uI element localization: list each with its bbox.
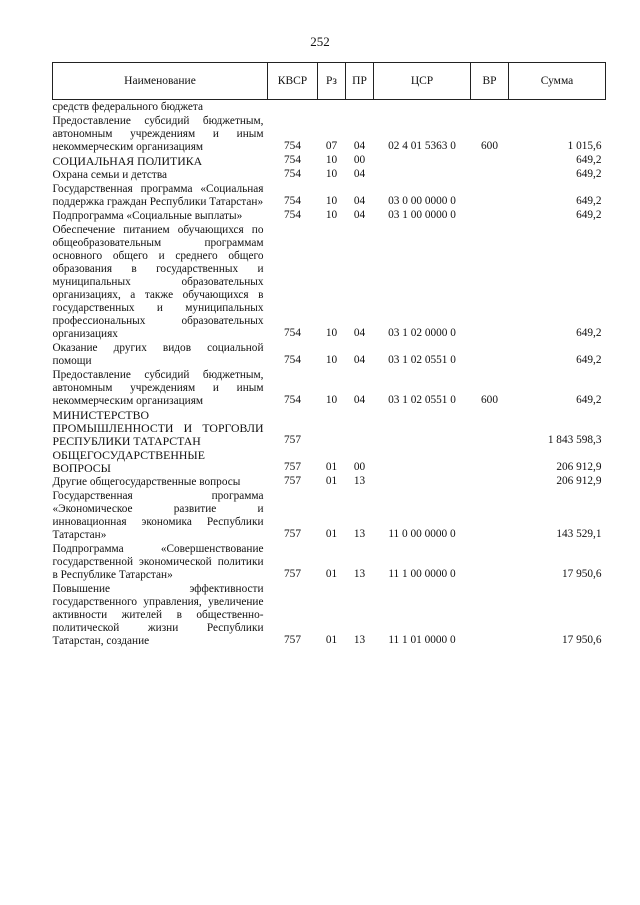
cell-csr <box>374 408 471 448</box>
cell-pr: 04 <box>353 140 366 152</box>
cell-pr: 13 <box>353 568 366 580</box>
cell-csr: 02 4 01 5363 0 <box>388 140 456 152</box>
cell-name: ОБЩЕГОСУДАРСТВЕННЫЕ ВОПРОСЫ <box>52 448 205 475</box>
cell-sum: 17 950,6 <box>561 634 602 646</box>
cell-csr: 03 1 00 0000 0 <box>388 209 456 221</box>
cell-rz: 07 <box>325 140 338 152</box>
table-row <box>53 542 606 582</box>
cell-rz: 10 <box>325 327 338 339</box>
cell-csr: 11 0 00 0000 0 <box>388 528 456 540</box>
table-row <box>53 475 606 489</box>
cell-pr <box>346 100 374 115</box>
budget-table <box>52 62 606 648</box>
cell-vr <box>471 182 509 209</box>
cell-name: Оказание других видов социальной помощи <box>52 342 264 367</box>
cell-kvsr: 757 <box>284 461 301 473</box>
cell-kvsr: 754 <box>284 327 301 339</box>
cell-csr: 11 1 00 0000 0 <box>388 568 456 580</box>
table-row <box>53 168 606 182</box>
cell-vr <box>471 475 509 489</box>
cell-vr <box>471 448 509 475</box>
table-row <box>53 182 606 209</box>
cell-vr <box>471 542 509 582</box>
cell-name: СОЦИАЛЬНАЯ ПОЛИТИКА <box>52 154 203 168</box>
header-sum: Сумма <box>509 63 606 100</box>
cell-name: МИНИСТЕРСТВО ПРОМЫШЛЕННОСТИ И ТОРГОВЛИ РЕСПУБЛИКИ ТАТАРСТАН <box>52 408 264 448</box>
cell-vr <box>471 154 509 168</box>
cell-rz: 10 <box>325 354 338 366</box>
table-row <box>53 408 606 448</box>
cell-rz: 01 <box>325 475 338 487</box>
cell-pr <box>346 408 374 448</box>
cell-csr <box>374 475 471 489</box>
header-csr: ЦСР <box>374 63 471 100</box>
header-vr: ВР <box>471 63 509 100</box>
cell-kvsr: 754 <box>284 394 301 406</box>
cell-name: Предоставление субсидий бюджетным, автономным учреждениям и иным некоммерческим организациям <box>52 115 264 153</box>
cell-sum: 206 912,9 <box>556 461 602 473</box>
cell-csr: 03 1 02 0551 0 <box>388 394 456 406</box>
table-row <box>53 489 606 542</box>
cell-pr: 00 <box>353 154 366 166</box>
cell-csr <box>374 448 471 475</box>
cell-kvsr: 754 <box>284 195 301 207</box>
cell-sum: 649,2 <box>576 209 602 221</box>
cell-name: Государственная программа «Социальная поддержка граждан Республики Татарстан» <box>52 183 264 208</box>
table-row <box>53 100 606 115</box>
table-row <box>53 448 606 475</box>
cell-csr <box>374 154 471 168</box>
cell-kvsr: 754 <box>284 209 301 221</box>
cell-sum: 1 015,6 <box>567 140 602 152</box>
cell-name: Подпрограмма «Совершенствование государственной экономической политики в Республике Татарстан» <box>52 543 264 581</box>
cell-name: средств федерального бюджета <box>52 101 204 113</box>
table-header-row <box>53 63 606 100</box>
cell-sum <box>509 100 606 115</box>
cell-kvsr: 754 <box>284 168 301 180</box>
cell-rz <box>318 100 346 115</box>
cell-csr: 03 0 00 0000 0 <box>388 195 456 207</box>
cell-name: Государственная программа «Экономическое развитие и инновационная экономика Республики Татарстан» <box>52 490 264 541</box>
header-kvsr: КВСР <box>268 63 318 100</box>
table-row <box>53 154 606 168</box>
cell-kvsr <box>268 100 318 115</box>
cell-rz: 10 <box>325 394 338 406</box>
cell-rz: 10 <box>325 154 338 166</box>
cell-csr <box>374 168 471 182</box>
cell-name: Предоставление субсидий бюджетным, автономным учреждениям и иным некоммерческим организациям <box>52 369 264 407</box>
cell-vr <box>471 168 509 182</box>
cell-rz: 01 <box>325 634 338 646</box>
cell-rz: 01 <box>325 568 338 580</box>
table-body <box>53 100 606 649</box>
table-row <box>53 209 606 223</box>
cell-pr: 00 <box>353 461 366 473</box>
cell-sum: 649,2 <box>576 195 602 207</box>
cell-rz: 10 <box>325 209 338 221</box>
cell-sum: 649,2 <box>576 354 602 366</box>
cell-name: Подпрограмма «Социальные выплаты» <box>52 210 243 222</box>
cell-rz: 01 <box>325 461 338 473</box>
cell-rz: 10 <box>325 168 338 180</box>
cell-vr <box>471 489 509 542</box>
cell-rz <box>318 408 346 448</box>
cell-kvsr: 754 <box>284 140 301 152</box>
cell-sum: 649,2 <box>576 168 602 180</box>
cell-csr: 03 1 02 0551 0 <box>388 354 456 366</box>
table-row <box>53 368 606 408</box>
cell-kvsr: 754 <box>284 154 301 166</box>
cell-vr: 600 <box>481 394 498 406</box>
cell-pr: 04 <box>353 168 366 180</box>
cell-vr <box>471 209 509 223</box>
cell-name: Другие общегосударственные вопросы <box>52 476 241 488</box>
cell-pr: 04 <box>353 354 366 366</box>
table-row <box>53 341 606 368</box>
cell-sum: 143 529,1 <box>556 528 602 540</box>
cell-pr: 04 <box>353 195 366 207</box>
cell-vr: 600 <box>481 140 498 152</box>
cell-name: Повышение эффективности государственного управления, увеличение активности жителей в общественно-политической жизни Республики Татарстан, создание <box>52 583 264 647</box>
cell-vr <box>471 582 509 648</box>
cell-pr: 04 <box>353 209 366 221</box>
table-row <box>53 582 606 648</box>
cell-pr: 13 <box>353 475 366 487</box>
cell-sum: 1 843 598,3 <box>547 434 602 446</box>
cell-sum: 649,2 <box>576 154 602 166</box>
cell-kvsr: 754 <box>284 354 301 366</box>
cell-csr: 11 1 01 0000 0 <box>388 634 456 646</box>
cell-csr: 03 1 02 0000 0 <box>388 327 456 339</box>
cell-kvsr: 757 <box>284 528 301 540</box>
header-rz: Рз <box>318 63 346 100</box>
cell-pr: 13 <box>353 634 366 646</box>
header-name: Наименование <box>53 63 268 100</box>
cell-kvsr: 757 <box>284 475 301 487</box>
cell-rz: 01 <box>325 528 338 540</box>
cell-kvsr: 757 <box>284 634 301 646</box>
cell-pr: 04 <box>353 394 366 406</box>
cell-pr: 04 <box>353 327 366 339</box>
cell-sum: 17 950,6 <box>561 568 602 580</box>
cell-vr <box>471 100 509 115</box>
cell-vr <box>471 408 509 448</box>
cell-kvsr: 757 <box>284 568 301 580</box>
page-number: 252 <box>310 34 330 49</box>
table-row <box>53 114 606 154</box>
cell-vr <box>471 223 509 341</box>
header-pr: ПР <box>346 63 374 100</box>
cell-sum: 649,2 <box>576 394 602 406</box>
cell-name: Обеспечение питанием обучающихся по общеобразовательным программам основного общего и среднего общего образования в государственных и муниципальных образовательных организациях, а также обучающихся в государственных и муниципальных профессиональных образовательных организациях <box>52 224 264 340</box>
cell-vr <box>471 341 509 368</box>
cell-csr <box>374 100 471 115</box>
cell-sum: 649,2 <box>576 327 602 339</box>
cell-rz: 10 <box>325 195 338 207</box>
cell-name: Охрана семьи и детства <box>52 169 168 181</box>
cell-sum: 206 912,9 <box>556 475 602 487</box>
table-row <box>53 223 606 341</box>
cell-kvsr: 757 <box>284 434 301 446</box>
cell-pr: 13 <box>353 528 366 540</box>
